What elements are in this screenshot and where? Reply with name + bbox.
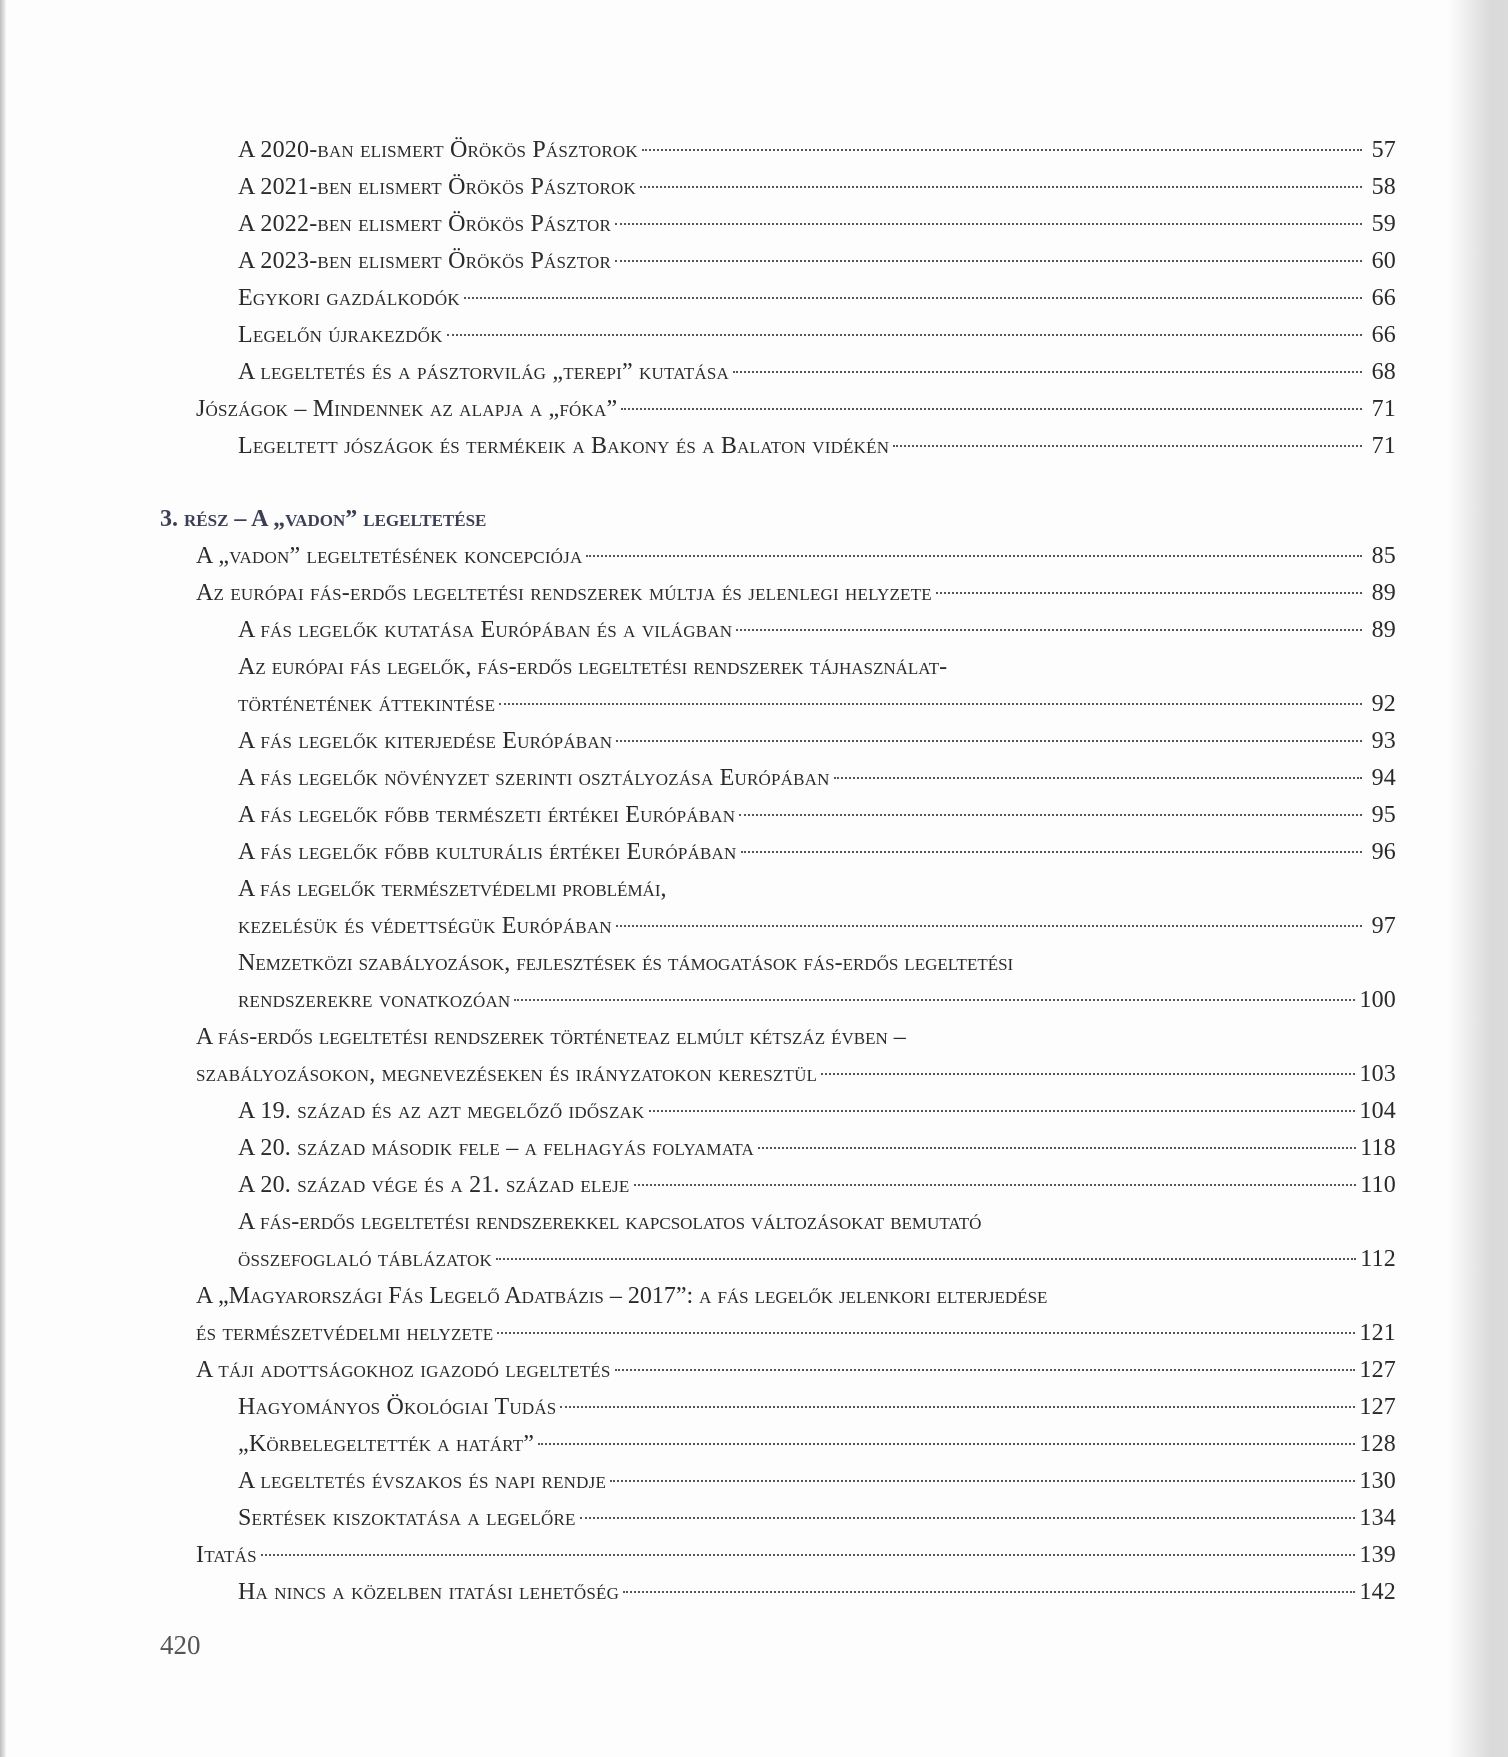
toc-entry <box>160 1463 1396 1500</box>
toc-entry <box>160 1315 1396 1352</box>
toc-entry-title: A „vadon” legeltetésének koncepciója <box>196 543 583 569</box>
dot-leader <box>610 1480 1355 1482</box>
toc-page-number: 85 <box>1371 543 1396 569</box>
toc-entry-title: Ha nincs a közelben itatási lehetőség <box>238 1579 620 1605</box>
toc-entry-title: Jószágok – Mindennek az alapja a „fóka” <box>196 396 618 422</box>
dot-leader <box>741 851 1363 853</box>
toc-page-number: 92 <box>1371 691 1396 717</box>
toc-page-number: 93 <box>1371 728 1396 754</box>
toc-entry-title: Hagyományos Ökológiai Tudás <box>238 1394 557 1420</box>
toc-entry <box>160 1093 1396 1130</box>
toc-entry <box>160 834 1396 871</box>
toc-entry-title: rendszerekre vonatkozóan <box>238 987 511 1013</box>
toc-entry <box>160 982 1396 1019</box>
toc-page-number: 134 <box>1359 1505 1396 1531</box>
toc-entry-title: szabályozásokon, megnevezéseken és irányzatokon keresztül <box>196 1061 818 1087</box>
toc-entry <box>160 1426 1396 1463</box>
toc-page-number: 58 <box>1371 174 1396 200</box>
toc-entry <box>160 169 1396 206</box>
dot-leader <box>615 260 1362 262</box>
toc-entry-title: Legelőn újrakezdők <box>238 322 443 348</box>
toc-entry-title-line: A fás legelők természetvédelmi problémái, <box>238 876 667 902</box>
toc-entry <box>160 280 1396 317</box>
toc-page-number: 112 <box>1360 1246 1396 1272</box>
dot-leader <box>758 1147 1356 1149</box>
toc-entry-title-line: Nemzetközi szabályozások, fejlesztések és támogatások fás-erdős legeltetési <box>238 950 1014 976</box>
toc-page-number: 121 <box>1359 1320 1396 1346</box>
dot-leader <box>615 223 1362 225</box>
toc-entry-title: Egykori gazdálkodók <box>238 285 460 311</box>
toc-page-number: 110 <box>1360 1172 1396 1198</box>
toc-entry <box>160 428 1396 465</box>
toc-entry <box>160 354 1396 391</box>
dot-leader <box>621 408 1362 410</box>
toc-page-number: 96 <box>1371 839 1396 865</box>
dot-leader <box>499 703 1362 705</box>
toc-entry <box>160 1500 1396 1537</box>
dot-leader <box>615 1369 1356 1371</box>
toc-page-number: 97 <box>1371 913 1396 939</box>
toc-page-number: 66 <box>1371 285 1396 311</box>
toc-entry <box>160 391 1396 428</box>
dot-leader <box>634 1184 1357 1186</box>
toc-entry <box>160 1537 1396 1574</box>
toc-entry-title: Itatás <box>196 1542 257 1568</box>
dot-leader <box>464 297 1362 299</box>
toc-page-number: 103 <box>1359 1061 1396 1087</box>
dot-leader <box>623 1591 1355 1593</box>
dot-leader <box>821 1073 1355 1075</box>
toc-page-number: 66 <box>1371 322 1396 348</box>
table-of-contents <box>160 132 1396 1611</box>
dot-leader <box>560 1406 1355 1408</box>
toc-group-part3 <box>160 538 1396 1611</box>
dot-leader <box>649 1110 1356 1112</box>
dot-leader <box>447 334 1362 336</box>
toc-entry <box>160 538 1396 575</box>
toc-entry <box>160 1056 1396 1093</box>
toc-page-number: 95 <box>1371 802 1396 828</box>
toc-entry <box>160 908 1396 945</box>
toc-page-number: 130 <box>1359 1468 1396 1494</box>
toc-entry-title: kezelésük és védettségük Európában <box>238 913 612 939</box>
toc-entry-title: A táji adottságokhoz igazodó legeltetés <box>196 1357 611 1383</box>
toc-entry <box>160 760 1396 797</box>
page-number: 420 <box>160 1630 201 1660</box>
dot-leader <box>514 999 1355 1001</box>
toc-page-number: 57 <box>1371 137 1396 163</box>
toc-entry-title: A legeltetés és a pásztorvilág „terepi” kutatása <box>238 359 730 385</box>
toc-page-number: 104 <box>1359 1098 1396 1124</box>
toc-entry-title: összefoglaló táblázatok <box>238 1246 492 1272</box>
dot-leader <box>936 592 1362 594</box>
toc-entry-title: A fás legelők kutatása Európában és a világban <box>238 617 733 643</box>
toc-entry-title: „Körbelegeltették a határt” <box>238 1431 535 1457</box>
dot-leader <box>616 925 1362 927</box>
toc-entry-title-line: A fás-erdős legeltetési rendszerekkel kapcsolatos változásokat bemutató <box>238 1209 982 1235</box>
dot-leader <box>733 371 1362 373</box>
toc-entry <box>160 206 1396 243</box>
toc-entry-title: A fás legelők főbb kulturális értékei Európában <box>238 839 737 865</box>
toc-entry-title: A 20. század második fele – a felhagyás folyamata <box>238 1135 755 1161</box>
toc-page-number: 142 <box>1359 1579 1396 1605</box>
toc-page-number: 60 <box>1371 248 1396 274</box>
toc-entry-title: A 20. század vége és a 21. század eleje <box>238 1172 630 1198</box>
toc-entry-title: Az európai fás-erdős legeltetési rendszerek múltja és jelenlegi helyzete <box>196 580 932 606</box>
dot-leader <box>834 777 1362 779</box>
toc-entry-title-line: A fás-erdős legeltetési rendszerek történeteaz elmúlt kétszáz évben – <box>196 1024 906 1050</box>
dot-leader <box>497 1332 1355 1334</box>
dot-leader <box>642 149 1362 151</box>
toc-page-number: 127 <box>1359 1357 1396 1383</box>
dot-leader <box>739 814 1362 816</box>
binding-gutter-shadow <box>1448 0 1508 1757</box>
toc-page-number: 139 <box>1359 1542 1396 1568</box>
page-left-edge <box>0 0 6 1757</box>
toc-entry <box>160 317 1396 354</box>
toc-entry <box>160 575 1396 612</box>
toc-entry <box>160 797 1396 834</box>
toc-entry <box>160 243 1396 280</box>
toc-page-number: 128 <box>1359 1431 1396 1457</box>
toc-entry <box>160 1241 1396 1278</box>
dot-leader <box>893 445 1362 447</box>
dot-leader <box>736 629 1362 631</box>
toc-entry <box>160 1389 1396 1426</box>
dot-leader <box>261 1554 1356 1556</box>
toc-entry-title-line: A „Magyarországi Fás Legelő Adatbázis – 2017”: a fás legelők jelenkori elterjedése <box>196 1283 1048 1309</box>
dot-leader <box>616 740 1362 742</box>
dot-leader <box>580 1517 1356 1519</box>
toc-entry <box>160 612 1396 649</box>
toc-page-number: 59 <box>1371 211 1396 237</box>
toc-page-number: 68 <box>1371 359 1396 385</box>
toc-page-number: 89 <box>1371 617 1396 643</box>
toc-entry-title: A fás legelők növényzet szerinti osztályozása Európában <box>238 765 830 791</box>
toc-entry-title: A legeltetés évszakos és napi rendje <box>238 1468 607 1494</box>
section-title: 3. rész – A „vadon” legeltetése <box>160 506 487 532</box>
toc-page-number: 100 <box>1359 987 1396 1013</box>
toc-page-number: 118 <box>1360 1135 1396 1161</box>
toc-entry <box>160 1352 1396 1389</box>
toc-entry <box>160 1130 1396 1167</box>
dot-leader <box>538 1443 1355 1445</box>
toc-entry-title: A fás legelők kiterjedése Európában <box>238 728 613 754</box>
toc-entry <box>160 686 1396 723</box>
dot-leader <box>640 186 1362 188</box>
toc-page-number: 71 <box>1371 396 1396 422</box>
toc-entry <box>160 723 1396 760</box>
toc-group-part2-end <box>160 132 1396 465</box>
toc-entry-title: és természetvédelmi helyzete <box>196 1320 494 1346</box>
toc-page-number: 94 <box>1371 765 1396 791</box>
toc-entry-title: Sertések kiszoktatása a legelőre <box>238 1505 576 1531</box>
toc-entry <box>160 132 1396 169</box>
dot-leader <box>496 1258 1356 1260</box>
toc-entry-title: A 2022-ben elismert Örökös Pásztor <box>238 211 611 237</box>
dot-leader <box>586 555 1362 557</box>
toc-entry-title: történetének áttekintése <box>238 691 496 717</box>
toc-entry-title: A 2020-ban elismert Örökös Pásztorok <box>238 137 638 163</box>
toc-page-number: 127 <box>1359 1394 1396 1420</box>
toc-entry <box>160 1574 1396 1611</box>
toc-entry-title: A fás legelők főbb természeti értékei Európában <box>238 802 736 828</box>
toc-page-number: 89 <box>1371 580 1396 606</box>
toc-entry-title: A 2021-ben elismert Örökös Pásztorok <box>238 174 636 200</box>
toc-entry-title: Legeltett jószágok és termékeik a Bakony és a Balaton vidékén <box>238 433 890 459</box>
toc-page-number: 71 <box>1371 433 1396 459</box>
toc-entry-title: A 19. század és az azt megelőző időszak <box>238 1098 645 1124</box>
toc-entry <box>160 1167 1396 1204</box>
toc-entry-title: A 2023-ben elismert Örökös Pásztor <box>238 248 611 274</box>
toc-entry-title-line: Az európai fás legelők, fás-erdős legeltetési rendszerek tájhasználat- <box>238 654 948 680</box>
